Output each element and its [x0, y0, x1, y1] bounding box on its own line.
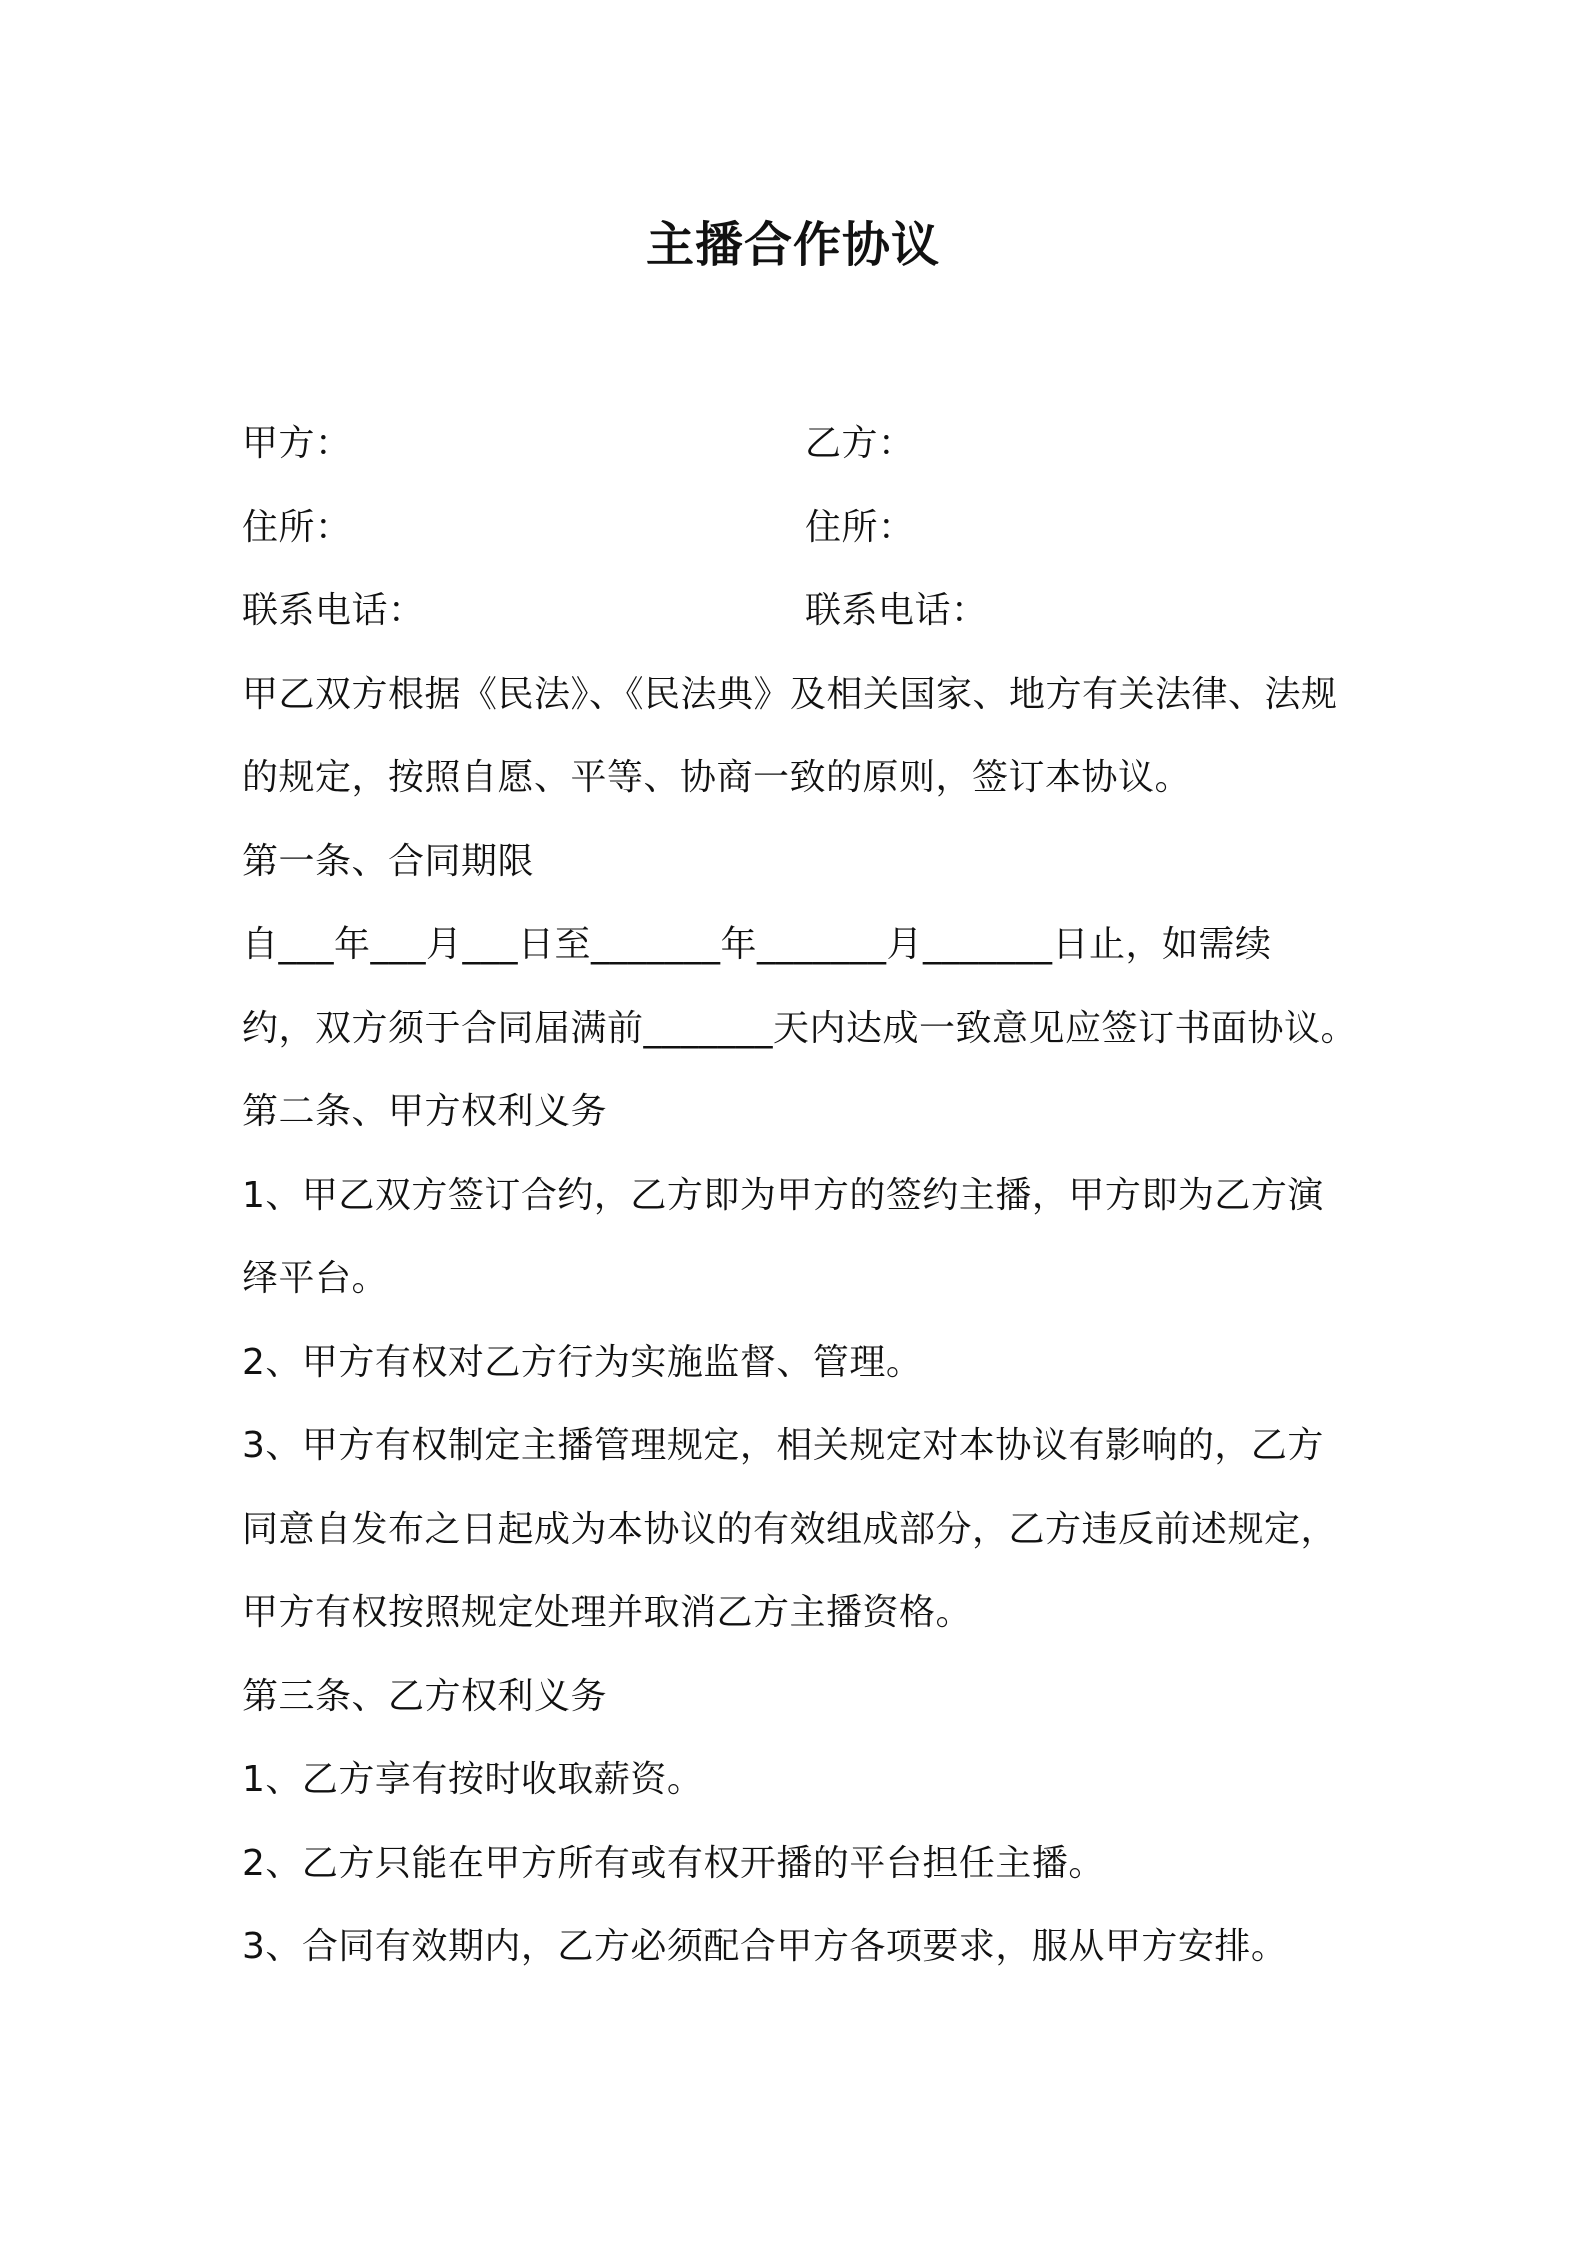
article1-line: 自___年___月___日至_______年_______月_______日止，如需续 — [242, 924, 1272, 965]
address-row — [242, 486, 1382, 570]
article3-item3: 3、合同有效期内，乙方必须配合甲方各项要求，服从甲方安排。 — [242, 1926, 1288, 1967]
document-title: 主播合作协议 — [645, 217, 940, 273]
article2-item3-line: 甲方有权按照规定处理并取消乙方主播资格。 — [242, 1592, 973, 1633]
intro-line: 甲乙双方根据《民法》、《民法典》及相关国家、地方有关法律、法规 — [242, 673, 1338, 715]
phone-b-label: 联系电话： — [805, 590, 988, 631]
article2-heading: 第二条、甲方权利义务 — [242, 1091, 608, 1132]
article2-item3-line: 3、甲方有权制定主播管理规定，相关规定对本协议有影响的，乙方 — [242, 1425, 1324, 1466]
article3-item2: 2、乙方只能在甲方所有或有权开播的平台担任主播。 — [242, 1842, 1105, 1884]
intro-paragraph — [242, 653, 1382, 820]
address-a-label: 住所： — [242, 506, 352, 548]
article3-item1: 1、乙方享有按时收取薪资。 — [242, 1759, 704, 1800]
article2-item3-line: 同意自发布之日起成为本协议的有效组成部分，乙方违反前述规定， — [242, 1508, 1338, 1550]
phone-row — [242, 569, 1382, 653]
article2-item1-line: 绎平台。 — [242, 1258, 389, 1299]
article1-paragraph — [242, 903, 1382, 1070]
article1-heading: 第一条、合同期限 — [242, 840, 535, 882]
intro-line: 的规定，按照自愿、平等、协商一致的原则，签订本协议。 — [242, 757, 1192, 798]
article3-heading: 第三条、乙方权利义务 — [242, 1675, 608, 1717]
article2-item3 — [242, 1404, 1382, 1655]
article2-item1-line: 1、甲乙双方签订合约，乙方即为甲方的签约主播，甲方即为乙方演 — [242, 1174, 1324, 1216]
party-a-label: 甲方： — [242, 423, 352, 464]
article2-item2: 2、甲方有权对乙方行为实施监督、管理。 — [242, 1341, 923, 1383]
phone-a-label: 联系电话： — [242, 590, 425, 631]
party-b-label: 乙方： — [805, 423, 915, 464]
party-row — [242, 402, 1382, 486]
address-b-label: 住所： — [805, 506, 915, 548]
document-body — [242, 402, 1382, 1989]
article1-line: 约，双方须于合同届满前_______天内达成一致意见应签订书面协议。 — [242, 1007, 1358, 1049]
article2-item1 — [242, 1154, 1382, 1321]
